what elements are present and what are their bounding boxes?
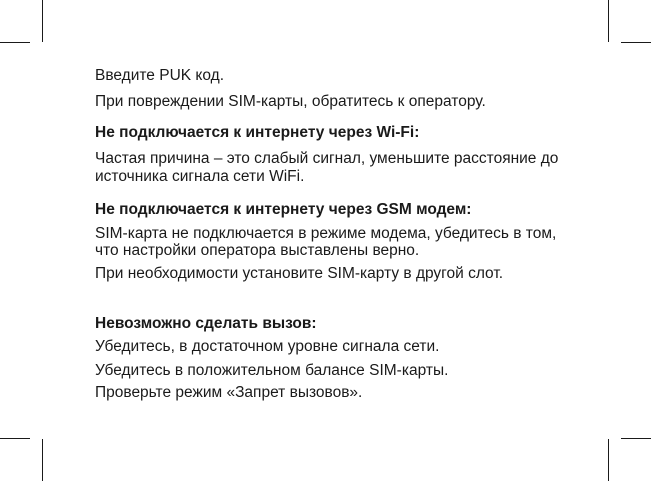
section-gsm-line-3: При необходимости установите SIM-карту в другой слот. <box>95 265 504 282</box>
section-call-line-1: Убедитесь, в достаточном уровне сигнала сети. <box>95 338 440 355</box>
section-heading-wifi: Не подключается к интернету через Wi-Fi: <box>95 124 420 141</box>
intro-line-puk: Введите PUK код. <box>95 67 224 84</box>
crop-mark-bottom-left-vertical <box>42 439 43 481</box>
crop-mark-top-right-horizontal <box>621 42 651 43</box>
section-gsm-line-1: SIM-карта не подключается в режиме модема, убедитесь в том, <box>95 225 557 242</box>
crop-mark-bottom-right-horizontal <box>621 438 651 439</box>
intro-line-sim-damage: При повреждении SIM-карты, обратитесь к оператору. <box>95 93 486 110</box>
section-heading-call: Невозможно сделать вызов: <box>95 315 317 332</box>
section-wifi-line-1: Частая причина – это слабый сигнал, уменьшите расстояние до <box>95 150 559 167</box>
section-call-line-2: Убедитесь в положительном балансе SIM-карты. <box>95 362 449 379</box>
crop-mark-top-right-vertical <box>608 0 609 42</box>
crop-mark-top-left-vertical <box>42 0 43 42</box>
section-gsm-line-2: что настройки оператора выставлены верно. <box>95 242 420 259</box>
crop-mark-bottom-right-vertical <box>608 439 609 481</box>
section-call-line-3: Проверьте режим «Запрет вызовов». <box>95 384 363 401</box>
section-heading-gsm: Не подключается к интернету через GSM модем: <box>95 201 472 218</box>
crop-mark-top-left-horizontal <box>0 42 30 43</box>
crop-mark-bottom-left-horizontal <box>0 438 30 439</box>
section-wifi-line-2: источника сигнала сети WiFi. <box>95 168 305 185</box>
